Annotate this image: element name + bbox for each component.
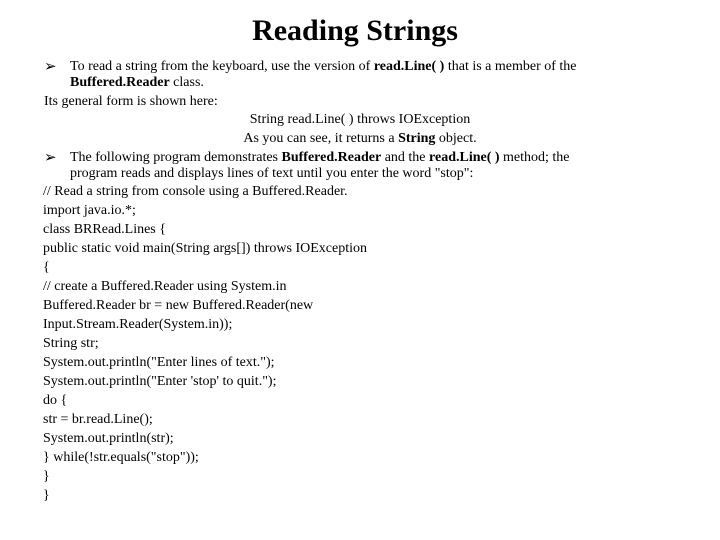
code-line: // create a Buffered.Reader using System.in [43,279,287,294]
bullet-1-line-1 [70,58,577,75]
bullet-2-text: The following program demonstrates [70,150,282,165]
code-line: } [43,469,50,484]
bullet-1-text: To read a string from the keyboard, use the version of [70,59,374,74]
code-line: do { [43,393,68,408]
code-line: str = br.read.Line(); [43,412,153,427]
returns-pre: As you can see, it returns a [243,131,399,146]
slide-title: Reading Strings [252,14,458,47]
arrow-bullet-icon: ➢ [44,57,57,75]
general-form-text: Its general form is shown here: [44,94,218,109]
code-line: Buffered.Reader br = new Buffered.Reader(new [43,298,314,313]
code-line: class BRRead.Lines { [43,222,166,237]
code-line: public static void main(String args[]) throws IOException [43,241,368,256]
code-line: System.out.println("Enter 'stop' to quit."); [43,374,277,389]
code-line: System.out.println("Enter lines of text."); [43,355,275,370]
bullet-1-text-end: that is a member of the [444,59,577,74]
code-line: String str; [43,336,99,351]
bullet-1-bold-method: read.Line( ) [373,59,445,74]
returns-text [0,130,720,147]
bullet-1-bold-class: Buffered.Reader [70,75,170,90]
code-line: // Read a string from console using a Buffered.Reader. [43,184,348,199]
code-line: { [43,260,50,275]
code-line: System.out.println(str); [43,431,174,446]
bullet-1-text-class: class. [169,75,204,90]
bullet-2-text-end: method; the [499,150,570,165]
code-line: } while(!str.equals("stop")); [43,450,199,465]
returns-bold-type: String [398,131,436,146]
arrow-bullet-icon: ➢ [44,148,57,166]
bullet-2-bold-class: Buffered.Reader [281,150,382,165]
bullet-2-line-2: program reads and displays lines of text until you enter the word "stop": [70,166,474,181]
code-line: Input.Stream.Reader(System.in)); [43,317,233,332]
bullet-1-line-2 [70,74,204,91]
code-line: import java.io.*; [43,203,136,218]
bullet-2-bold-method: read.Line( ) [429,150,500,165]
bullet-2-line-1 [70,149,570,166]
returns-post: object. [435,131,477,146]
method-signature: String read.Line( ) throws IOException [249,112,471,127]
bullet-2-text-mid: and the [381,150,430,165]
code-line: } [43,488,50,503]
